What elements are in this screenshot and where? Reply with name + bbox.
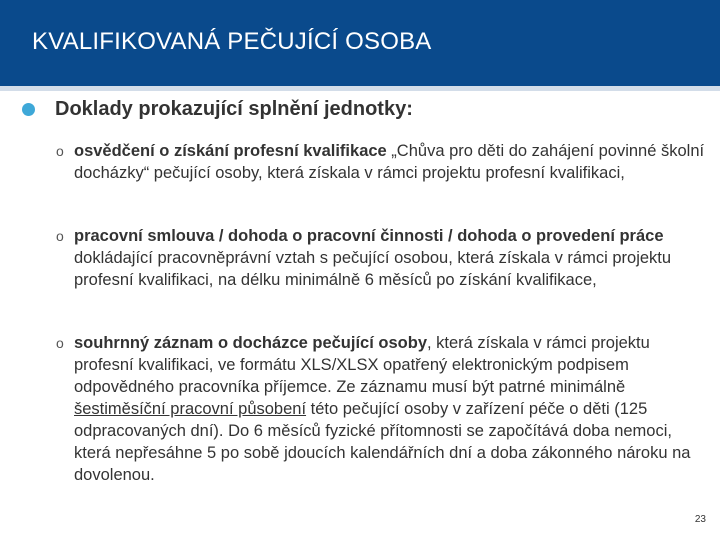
bullet-dot-icon: [22, 103, 35, 116]
circle-bullet-icon: o: [56, 228, 64, 244]
slide-title: KVALIFIKOVANÁ PEČUJÍCÍ OSOBA: [32, 28, 432, 55]
list-item: [56, 332, 708, 486]
item-text: této pečující osoby v zařízení péče o děti (125 odpracovaných dní). Do 6 měsíců fyzické přítomnosti se započítává doba nemoci, která nepřesáhne 5 po sobě jdoucích kalendářních dní a doba zákonného nároku na dovolenou.: [74, 400, 691, 484]
list-item: [56, 225, 708, 291]
item-text: „Chůva pro děti do zahájení povinné školní docházky“ pečující osoby, která získala v rámci projektu profesní kvalifikaci,: [74, 142, 705, 182]
item-bold-text: osvědčení o získání profesní kvalifikace: [74, 142, 387, 160]
list-item-text: [56, 140, 708, 184]
item-bold-text: pracovní smlouva / dohoda o pracovní činnosti / dohoda o provedení práce: [74, 227, 664, 245]
item-text: , která získala v rámci projektu profesní kvalifikaci, ve formátu XLS/XLSX opatřený elektronickým podpisem odpovědného pracovníka příjemce. Ze záznamu musí být patrné minimálně: [74, 334, 650, 396]
page-number: 23: [694, 514, 706, 525]
list-item-text: [56, 225, 708, 291]
item-text: dokládající pracovněprávní vztah s pečující osobou, která získala v rámci projektu profesní kvalifikaci, na délku minimálně 6 měsíců po získání kvalifikace,: [74, 249, 672, 289]
list-item-text: [56, 332, 708, 486]
circle-bullet-icon: o: [56, 143, 64, 159]
title-bar-accent: [0, 86, 720, 91]
item-underlined-text: šestiměsíční pracovní působení: [74, 400, 307, 418]
item-bold-text: souhrnný záznam o docházce pečující osoby: [74, 334, 427, 352]
main-bullet-text: Doklady prokazující splnění jednotky:: [55, 98, 413, 120]
title-bar: [0, 0, 720, 86]
list-item: [56, 140, 708, 184]
circle-bullet-icon: o: [56, 335, 64, 351]
